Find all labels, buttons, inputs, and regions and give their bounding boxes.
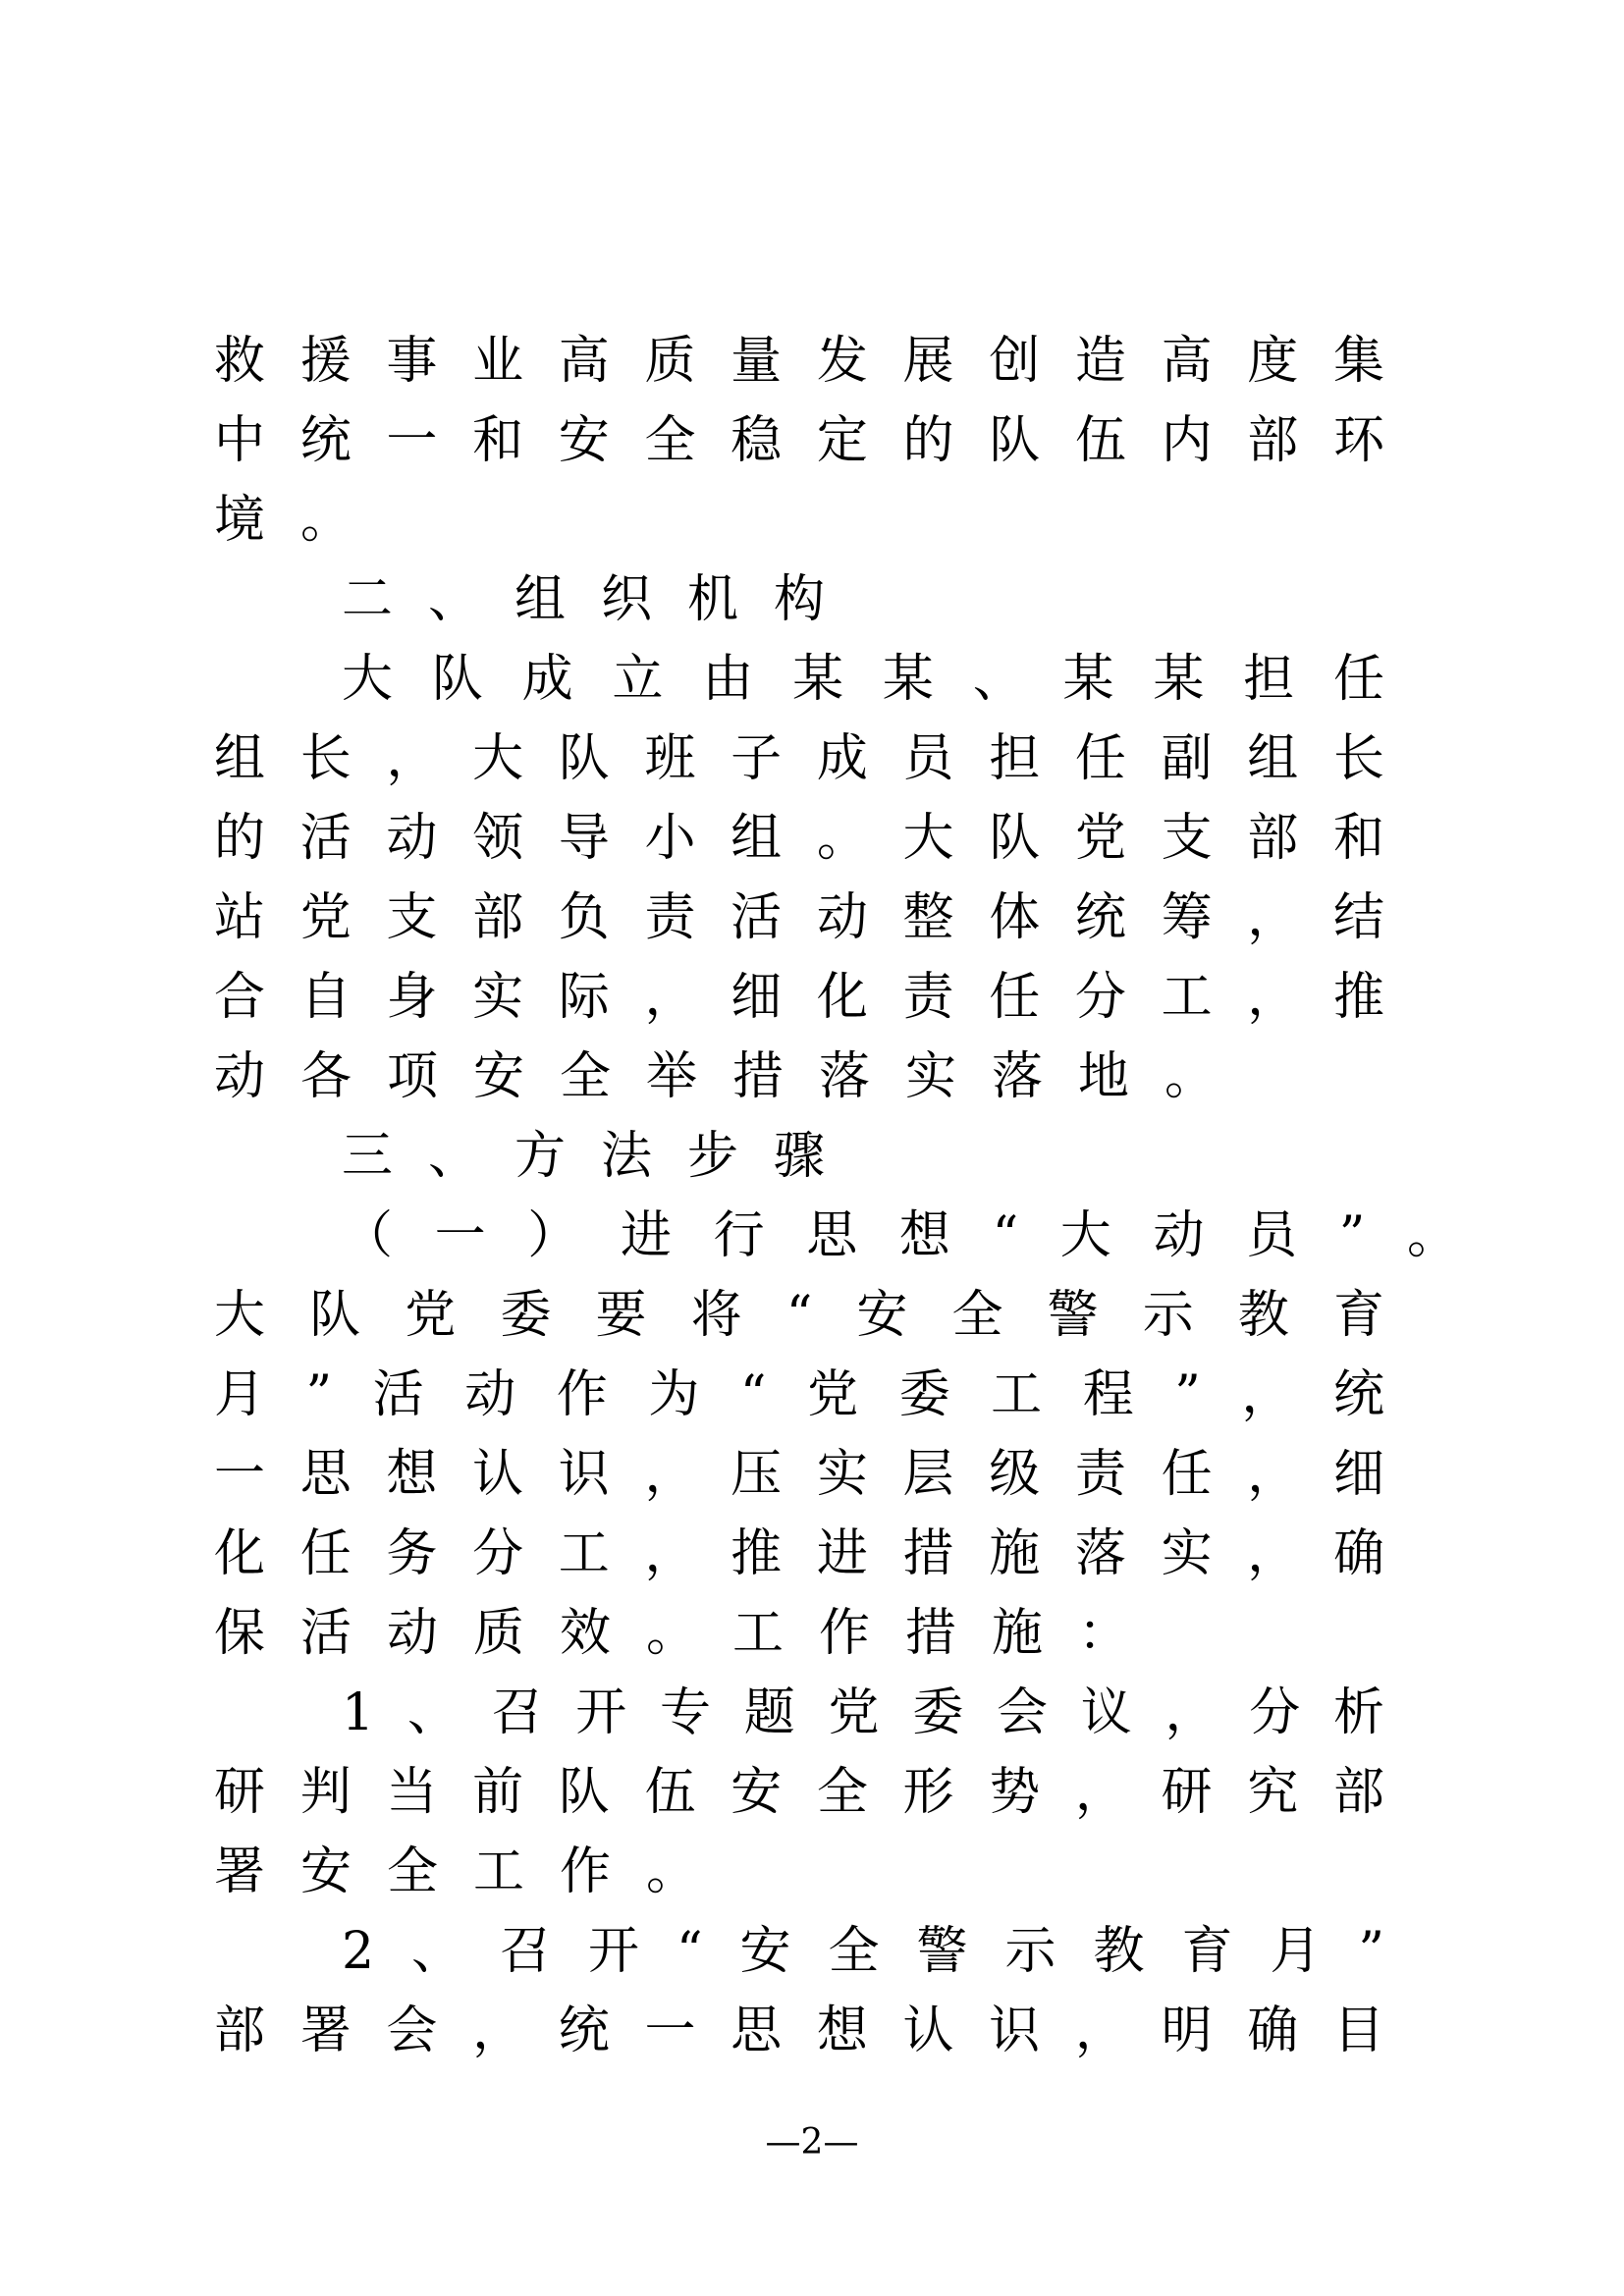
text-line: 部署会，统一思想认识，明确目 (214, 2002, 1420, 2060)
text-line: 署安全工作。 (214, 1842, 733, 1901)
subsection-heading: （一）进行思想“大动员”。 (342, 1206, 1500, 1265)
text-line: 月”活动作为“党委工程”，统 (214, 1365, 1426, 1424)
section-heading: 三、方法步骤 (342, 1127, 861, 1186)
text-line: 一思想认识，压实层级责任，细 (214, 1445, 1420, 1504)
text-line: 1、召开专题党委会议，分析 (342, 1683, 1418, 1742)
text-line: 保活动质效。工作措施： (214, 1604, 1165, 1663)
text-line: 组长，大队班子成员担任副组长 (214, 729, 1420, 788)
text-line: 中统一和安全稳定的队伍内部环 (214, 411, 1420, 470)
text-line: 动各项安全举措落实落地。 (214, 1047, 1252, 1106)
text-line: 化任务分工，推进措施落实，确 (214, 1524, 1420, 1583)
section-heading: 二、组织机构 (342, 570, 861, 629)
text-line: 的活动领导小组。大队党支部和 (214, 809, 1420, 868)
text-line: 合自身实际，细化责任分工，推 (214, 968, 1420, 1027)
text-line: 大队成立由某某、某某担任 (342, 650, 1424, 709)
text-line: 站党支部负责活动整体统筹，结 (214, 888, 1420, 947)
text-line: 大队党委要将“安全警示教育 (214, 1286, 1430, 1345)
text-line: 2、召开“安全警示教育月” (342, 1922, 1422, 1981)
page-number: —2— (765, 2122, 859, 2163)
text-line: 救援事业高质量发展创造高度集 (214, 332, 1420, 391)
text-line: 研判当前队伍安全形势，研究部 (214, 1763, 1420, 1822)
text-line: 境。 (214, 491, 388, 550)
